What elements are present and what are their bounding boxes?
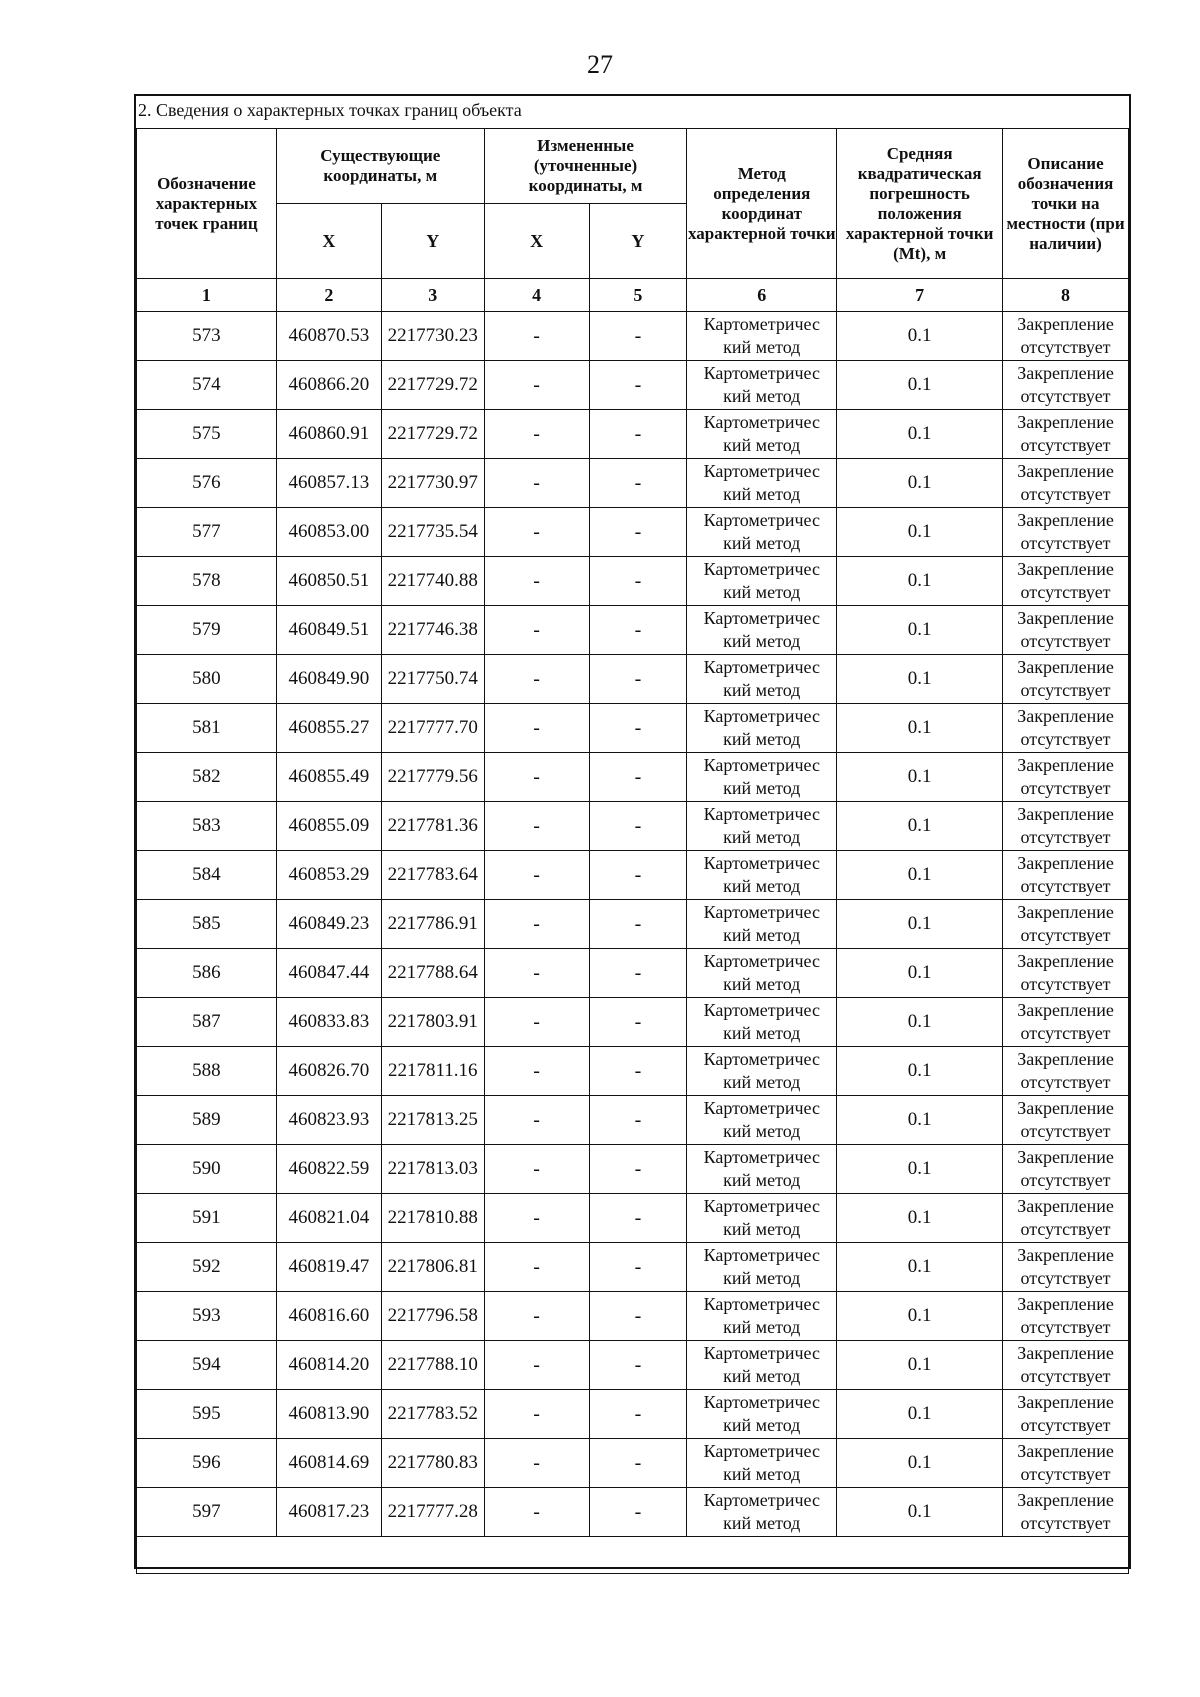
mean-square-error-cell: 0.1 — [837, 900, 1003, 949]
point-id-cell: 579 — [137, 606, 277, 655]
method-cell: Картометричес кий метод — [687, 1488, 837, 1537]
mean-square-error-cell: 0.1 — [837, 557, 1003, 606]
point-id-cell: 584 — [137, 851, 277, 900]
changed-y-cell: - — [589, 900, 687, 949]
point-id-cell: 575 — [137, 410, 277, 459]
method-cell: Картометричес кий метод — [687, 753, 837, 802]
method-cell: Картометричес кий метод — [687, 508, 837, 557]
header-changed-coordinates: Измененные (уточненные) координаты, м — [484, 129, 687, 204]
changed-x-cell: - — [484, 1194, 589, 1243]
existing-y-cell: 2217788.64 — [381, 949, 484, 998]
method-cell: Картометричес кий метод — [687, 704, 837, 753]
changed-y-cell: - — [589, 1488, 687, 1537]
existing-y-cell: 2217796.58 — [381, 1292, 484, 1341]
existing-x-cell: 460826.70 — [276, 1047, 381, 1096]
changed-x-cell: - — [484, 459, 589, 508]
changed-y-cell: - — [589, 361, 687, 410]
existing-x-cell: 460822.59 — [276, 1145, 381, 1194]
method-cell: Картометричес кий метод — [687, 1096, 837, 1145]
point-id-cell: 587 — [137, 998, 277, 1047]
point-id-cell: 573 — [137, 312, 277, 361]
existing-x-cell: 460870.53 — [276, 312, 381, 361]
existing-x-cell: 460850.51 — [276, 557, 381, 606]
existing-x-cell: 460849.23 — [276, 900, 381, 949]
empty-row — [137, 1537, 1129, 1574]
changed-x-cell: - — [484, 1341, 589, 1390]
method-cell: Картометричес кий метод — [687, 410, 837, 459]
boundary-points-table — [136, 128, 1129, 1574]
method-cell: Картометричес кий метод — [687, 900, 837, 949]
point-id-cell: 577 — [137, 508, 277, 557]
mean-square-error-cell: 0.1 — [837, 1243, 1003, 1292]
point-id-cell: 576 — [137, 459, 277, 508]
description-cell: Закрепление отсутствует — [1003, 1194, 1129, 1243]
header-changed-x: X — [484, 204, 589, 279]
existing-x-cell: 460813.90 — [276, 1390, 381, 1439]
method-cell: Картометричес кий метод — [687, 1341, 837, 1390]
description-cell: Закрепление отсутствует — [1003, 557, 1129, 606]
changed-x-cell: - — [484, 655, 589, 704]
existing-y-cell: 2217746.38 — [381, 606, 484, 655]
coordinates-sheet — [134, 94, 1131, 1569]
description-cell: Закрепление отсутствует — [1003, 802, 1129, 851]
description-cell: Закрепление отсутствует — [1003, 410, 1129, 459]
table-row — [137, 410, 1129, 459]
point-id-cell: 590 — [137, 1145, 277, 1194]
existing-x-cell: 460814.20 — [276, 1341, 381, 1390]
changed-x-cell: - — [484, 361, 589, 410]
existing-y-cell: 2217740.88 — [381, 557, 484, 606]
header-existing-x: X — [276, 204, 381, 279]
description-cell: Закрепление отсутствует — [1003, 508, 1129, 557]
mean-square-error-cell: 0.1 — [837, 949, 1003, 998]
point-id-cell: 593 — [137, 1292, 277, 1341]
table-row — [137, 361, 1129, 410]
table-row — [137, 1096, 1129, 1145]
mean-square-error-cell: 0.1 — [837, 753, 1003, 802]
existing-y-cell: 2217730.97 — [381, 459, 484, 508]
header-mean-square-error: Средняя квадратическая погрешность положения характерной точки (Mt), м — [837, 129, 1003, 279]
changed-x-cell: - — [484, 606, 589, 655]
table-row — [137, 998, 1129, 1047]
changed-y-cell: - — [589, 1341, 687, 1390]
point-id-cell: 580 — [137, 655, 277, 704]
description-cell: Закрепление отсутствует — [1003, 361, 1129, 410]
point-id-cell: 591 — [137, 1194, 277, 1243]
table-row — [137, 606, 1129, 655]
column-number: 1 — [137, 279, 277, 312]
changed-y-cell: - — [589, 704, 687, 753]
changed-x-cell: - — [484, 851, 589, 900]
point-id-cell: 582 — [137, 753, 277, 802]
mean-square-error-cell: 0.1 — [837, 1096, 1003, 1145]
existing-x-cell: 460847.44 — [276, 949, 381, 998]
existing-y-cell: 2217783.52 — [381, 1390, 484, 1439]
existing-y-cell: 2217813.25 — [381, 1096, 484, 1145]
changed-x-cell: - — [484, 1145, 589, 1194]
mean-square-error-cell: 0.1 — [837, 802, 1003, 851]
mean-square-error-cell: 0.1 — [837, 1145, 1003, 1194]
point-id-cell: 578 — [137, 557, 277, 606]
changed-x-cell: - — [484, 1390, 589, 1439]
description-cell: Закрепление отсутствует — [1003, 851, 1129, 900]
changed-y-cell: - — [589, 802, 687, 851]
existing-x-cell: 460866.20 — [276, 361, 381, 410]
mean-square-error-cell: 0.1 — [837, 1341, 1003, 1390]
column-number: 3 — [381, 279, 484, 312]
description-cell: Закрепление отсутствует — [1003, 1292, 1129, 1341]
changed-x-cell: - — [484, 508, 589, 557]
point-id-cell: 594 — [137, 1341, 277, 1390]
existing-x-cell: 460855.27 — [276, 704, 381, 753]
existing-y-cell: 2217788.10 — [381, 1341, 484, 1390]
changed-y-cell: - — [589, 1243, 687, 1292]
changed-x-cell: - — [484, 949, 589, 998]
table-row — [137, 508, 1129, 557]
changed-y-cell: - — [589, 1096, 687, 1145]
description-cell: Закрепление отсутствует — [1003, 606, 1129, 655]
changed-y-cell: - — [589, 410, 687, 459]
description-cell: Закрепление отсутствует — [1003, 1047, 1129, 1096]
header-method: Метод определения координат характерной точки — [687, 129, 837, 279]
method-cell: Картометричес кий метод — [687, 557, 837, 606]
changed-y-cell: - — [589, 998, 687, 1047]
method-cell: Картометричес кий метод — [687, 1292, 837, 1341]
table-row — [137, 851, 1129, 900]
existing-x-cell: 460821.04 — [276, 1194, 381, 1243]
changed-y-cell: - — [589, 753, 687, 802]
existing-y-cell: 2217786.91 — [381, 900, 484, 949]
existing-y-cell: 2217811.16 — [381, 1047, 484, 1096]
changed-x-cell: - — [484, 1243, 589, 1292]
column-number: 8 — [1003, 279, 1129, 312]
header-existing-coordinates: Существующие координаты, м — [276, 129, 484, 204]
header-description: Описание обозначения точки на местности (при наличии) — [1003, 129, 1129, 279]
point-id-cell: 597 — [137, 1488, 277, 1537]
changed-x-cell: - — [484, 900, 589, 949]
table-row — [137, 1341, 1129, 1390]
table-body — [137, 312, 1129, 1574]
description-cell: Закрепление отсутствует — [1003, 998, 1129, 1047]
point-id-cell: 592 — [137, 1243, 277, 1292]
point-id-cell: 586 — [137, 949, 277, 998]
changed-y-cell: - — [589, 508, 687, 557]
point-id-cell: 585 — [137, 900, 277, 949]
description-cell: Закрепление отсутствует — [1003, 1243, 1129, 1292]
mean-square-error-cell: 0.1 — [837, 704, 1003, 753]
method-cell: Картометричес кий метод — [687, 851, 837, 900]
method-cell: Картометричес кий метод — [687, 949, 837, 998]
changed-y-cell: - — [589, 1292, 687, 1341]
changed-y-cell: - — [589, 557, 687, 606]
method-cell: Картометричес кий метод — [687, 1047, 837, 1096]
table-row — [137, 1488, 1129, 1537]
mean-square-error-cell: 0.1 — [837, 1194, 1003, 1243]
existing-x-cell: 460849.51 — [276, 606, 381, 655]
changed-y-cell: - — [589, 851, 687, 900]
mean-square-error-cell: 0.1 — [837, 1390, 1003, 1439]
method-cell: Картометричес кий метод — [687, 1439, 837, 1488]
mean-square-error-cell: 0.1 — [837, 606, 1003, 655]
changed-x-cell: - — [484, 312, 589, 361]
method-cell: Картометричес кий метод — [687, 312, 837, 361]
description-cell: Закрепление отсутствует — [1003, 900, 1129, 949]
column-number-row — [137, 279, 1129, 312]
changed-x-cell: - — [484, 1096, 589, 1145]
existing-y-cell: 2217777.28 — [381, 1488, 484, 1537]
description-cell: Закрепление отсутствует — [1003, 1439, 1129, 1488]
changed-y-cell: - — [589, 1390, 687, 1439]
existing-x-cell: 460853.00 — [276, 508, 381, 557]
mean-square-error-cell: 0.1 — [837, 851, 1003, 900]
table-row — [137, 655, 1129, 704]
mean-square-error-cell: 0.1 — [837, 1439, 1003, 1488]
table-row — [137, 1390, 1129, 1439]
table-row — [137, 1439, 1129, 1488]
existing-y-cell: 2217810.88 — [381, 1194, 484, 1243]
existing-y-cell: 2217781.36 — [381, 802, 484, 851]
mean-square-error-cell: 0.1 — [837, 1292, 1003, 1341]
method-cell: Картометричес кий метод — [687, 1194, 837, 1243]
existing-y-cell: 2217729.72 — [381, 361, 484, 410]
table-row — [137, 557, 1129, 606]
point-id-cell: 589 — [137, 1096, 277, 1145]
existing-y-cell: 2217780.83 — [381, 1439, 484, 1488]
changed-y-cell: - — [589, 1194, 687, 1243]
existing-y-cell: 2217777.70 — [381, 704, 484, 753]
table-row — [137, 802, 1129, 851]
existing-y-cell: 2217779.56 — [381, 753, 484, 802]
existing-y-cell: 2217783.64 — [381, 851, 484, 900]
method-cell: Картометричес кий метод — [687, 655, 837, 704]
point-id-cell: 574 — [137, 361, 277, 410]
table-row — [137, 900, 1129, 949]
existing-x-cell: 460855.09 — [276, 802, 381, 851]
method-cell: Картометричес кий метод — [687, 361, 837, 410]
existing-x-cell: 460860.91 — [276, 410, 381, 459]
mean-square-error-cell: 0.1 — [837, 410, 1003, 459]
changed-x-cell: - — [484, 1047, 589, 1096]
changed-x-cell: - — [484, 704, 589, 753]
changed-y-cell: - — [589, 1439, 687, 1488]
point-id-cell: 588 — [137, 1047, 277, 1096]
mean-square-error-cell: 0.1 — [837, 508, 1003, 557]
changed-x-cell: - — [484, 802, 589, 851]
table-row — [137, 459, 1129, 508]
column-number: 4 — [484, 279, 589, 312]
changed-x-cell: - — [484, 753, 589, 802]
table-row — [137, 704, 1129, 753]
mean-square-error-cell: 0.1 — [837, 361, 1003, 410]
existing-y-cell: 2217803.91 — [381, 998, 484, 1047]
changed-y-cell: - — [589, 949, 687, 998]
description-cell: Закрепление отсутствует — [1003, 459, 1129, 508]
description-cell: Закрепление отсутствует — [1003, 1145, 1129, 1194]
point-id-cell: 581 — [137, 704, 277, 753]
table-row — [137, 1145, 1129, 1194]
method-cell: Картометричес кий метод — [687, 802, 837, 851]
mean-square-error-cell: 0.1 — [837, 459, 1003, 508]
description-cell: Закрепление отсутствует — [1003, 1096, 1129, 1145]
existing-y-cell: 2217730.23 — [381, 312, 484, 361]
existing-x-cell: 460833.83 — [276, 998, 381, 1047]
changed-x-cell: - — [484, 557, 589, 606]
changed-x-cell: - — [484, 1292, 589, 1341]
existing-x-cell: 460817.23 — [276, 1488, 381, 1537]
description-cell: Закрепление отсутствует — [1003, 949, 1129, 998]
header-designation: Обозначение характерных точек границ — [137, 129, 277, 279]
existing-x-cell: 460814.69 — [276, 1439, 381, 1488]
method-cell: Картометричес кий метод — [687, 1243, 837, 1292]
header-changed-y: Y — [589, 204, 687, 279]
description-cell: Закрепление отсутствует — [1003, 753, 1129, 802]
description-cell: Закрепление отсутствует — [1003, 1390, 1129, 1439]
column-number: 7 — [837, 279, 1003, 312]
existing-x-cell: 460819.47 — [276, 1243, 381, 1292]
method-cell: Картометричес кий метод — [687, 998, 837, 1047]
table-row — [137, 1047, 1129, 1096]
table-row — [137, 312, 1129, 361]
existing-y-cell: 2217735.54 — [381, 508, 484, 557]
column-number: 5 — [589, 279, 687, 312]
changed-x-cell: - — [484, 1439, 589, 1488]
changed-y-cell: - — [589, 1145, 687, 1194]
changed-x-cell: - — [484, 998, 589, 1047]
method-cell: Картометричес кий метод — [687, 1390, 837, 1439]
column-number: 6 — [687, 279, 837, 312]
method-cell: Картометричес кий метод — [687, 1145, 837, 1194]
table-row — [137, 1243, 1129, 1292]
existing-x-cell: 460849.90 — [276, 655, 381, 704]
changed-y-cell: - — [589, 459, 687, 508]
mean-square-error-cell: 0.1 — [837, 1047, 1003, 1096]
table-row — [137, 949, 1129, 998]
description-cell: Закрепление отсутствует — [1003, 655, 1129, 704]
table-row — [137, 1194, 1129, 1243]
empty-cell — [137, 1537, 1129, 1574]
page-number: 27 — [587, 50, 613, 79]
point-id-cell: 596 — [137, 1439, 277, 1488]
existing-y-cell: 2217729.72 — [381, 410, 484, 459]
changed-x-cell: - — [484, 1488, 589, 1537]
mean-square-error-cell: 0.1 — [837, 998, 1003, 1047]
existing-x-cell: 460857.13 — [276, 459, 381, 508]
method-cell: Картометричес кий метод — [687, 606, 837, 655]
mean-square-error-cell: 0.1 — [837, 655, 1003, 704]
description-cell: Закрепление отсутствует — [1003, 1341, 1129, 1390]
existing-x-cell: 460855.49 — [276, 753, 381, 802]
mean-square-error-cell: 0.1 — [837, 1488, 1003, 1537]
header-existing-y: Y — [381, 204, 484, 279]
existing-x-cell: 460816.60 — [276, 1292, 381, 1341]
section-title: 2. Сведения о характерных точках границ объекта — [138, 100, 522, 120]
description-cell: Закрепление отсутствует — [1003, 312, 1129, 361]
description-cell: Закрепление отсутствует — [1003, 704, 1129, 753]
existing-x-cell: 460853.29 — [276, 851, 381, 900]
changed-y-cell: - — [589, 606, 687, 655]
description-cell: Закрепление отсутствует — [1003, 1488, 1129, 1537]
column-number: 2 — [276, 279, 381, 312]
mean-square-error-cell: 0.1 — [837, 312, 1003, 361]
changed-y-cell: - — [589, 655, 687, 704]
changed-x-cell: - — [484, 410, 589, 459]
existing-y-cell: 2217750.74 — [381, 655, 484, 704]
table-row — [137, 753, 1129, 802]
changed-y-cell: - — [589, 1047, 687, 1096]
table-row — [137, 1292, 1129, 1341]
method-cell: Картометричес кий метод — [687, 459, 837, 508]
existing-y-cell: 2217806.81 — [381, 1243, 484, 1292]
changed-y-cell: - — [589, 312, 687, 361]
point-id-cell: 583 — [137, 802, 277, 851]
point-id-cell: 595 — [137, 1390, 277, 1439]
existing-y-cell: 2217813.03 — [381, 1145, 484, 1194]
existing-x-cell: 460823.93 — [276, 1096, 381, 1145]
